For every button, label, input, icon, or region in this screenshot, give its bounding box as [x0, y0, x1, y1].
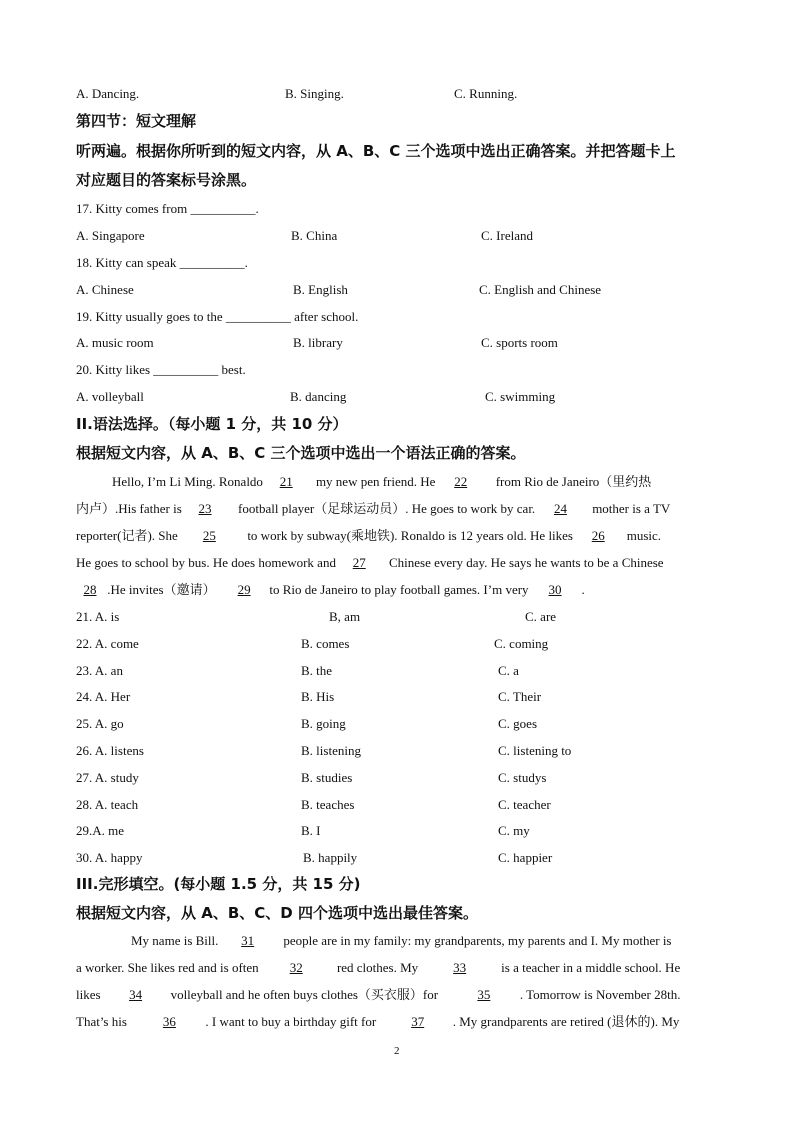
- section3-instruction: 根据短文内容，从 A、B、C、D 四个选项中选出最佳答案。: [76, 904, 478, 922]
- page-number: 2: [394, 1045, 400, 1057]
- blank-26: 26: [591, 528, 605, 543]
- q24-option-b: B. His: [301, 689, 335, 704]
- blank-33: 33: [453, 960, 467, 975]
- q17-option-b: B. China: [291, 228, 338, 243]
- q30-option-b: B. happily: [303, 850, 358, 865]
- cloze-passage-line-2: a worker. She likes red and is often 32 red clothes. My 33 is a teacher in a middle school. He: [76, 960, 681, 975]
- q16-option-b: B. Singing.: [285, 86, 344, 101]
- blank-31: 31: [241, 933, 255, 948]
- q20-option-b: B. dancing: [290, 389, 347, 404]
- q26-option-a: 26. A. listens: [76, 743, 144, 758]
- q30-option-c: C. happier: [498, 850, 553, 865]
- q22-option-b: B. comes: [301, 636, 350, 651]
- q21-option-b: B, am: [329, 609, 361, 624]
- q25-option-c: C. goes: [498, 716, 537, 731]
- q25-option-b: B. going: [301, 716, 346, 731]
- cloze-passage-line-3: likes 34 volleyball and he often buys clothes（买衣服）for 35 . Tomorrow is November 28th.: [76, 987, 681, 1002]
- q30-option-a: 30. A. happy: [76, 850, 143, 865]
- blank-34: 34: [129, 987, 143, 1002]
- q26-option-c: C. listening to: [498, 743, 572, 758]
- q21-option-a: 21. A. is: [76, 609, 120, 624]
- q18-option-a: A. Chinese: [76, 282, 134, 297]
- grammar-passage-line-2: 内卢）.His father is 23 football player（足球运动员）. He goes to work by car. 24 mother is a TV: [76, 501, 671, 516]
- q19-option-a: A. music room: [76, 335, 154, 350]
- question-17: 17. Kitty comes from __________.: [76, 201, 259, 216]
- blank-29: 29: [237, 582, 251, 597]
- q28-option-a: 28. A. teach: [76, 797, 139, 812]
- q27-option-a: 27. A. study: [76, 770, 139, 785]
- blank-23: 23: [198, 501, 212, 516]
- q26-option-b: B. listening: [301, 743, 361, 758]
- q16-option-c: C. Running.: [454, 86, 518, 101]
- q23-option-c: C. a: [498, 663, 519, 678]
- blank-22: 22: [454, 474, 468, 489]
- q18-option-c: C. English and Chinese: [479, 282, 602, 297]
- blank-21: 21: [279, 474, 293, 489]
- blank-30: 30: [548, 582, 562, 597]
- blank-25: 25: [202, 528, 216, 543]
- blank-36: 36: [162, 1014, 176, 1029]
- question-20: 20. Kitty likes __________ best.: [76, 362, 246, 377]
- cloze-passage-line-1: My name is Bill. 31 people are in my family: my grandparents, my parents and I. My mother is: [131, 933, 672, 948]
- q29-option-c: C. my: [498, 823, 530, 838]
- q27-option-c: C. studys: [498, 770, 547, 785]
- section2-title: II.语法选择。（每小题 1 分，共 10 分）: [76, 415, 348, 433]
- q28-option-b: B. teaches: [301, 797, 355, 812]
- section2-instruction: 根据短文内容，从 A、B、C 三个选项中选出一个语法正确的答案。: [76, 444, 526, 462]
- q21-option-c: C. are: [525, 609, 557, 624]
- q18-option-b: B. English: [293, 282, 348, 297]
- q28-option-c: C. teacher: [498, 797, 551, 812]
- section4-instruction-2: 对应题目的答案标号涂黑。: [76, 171, 257, 189]
- q17-option-a: A. Singapore: [76, 228, 145, 243]
- q20-option-c: C. swimming: [485, 389, 556, 404]
- q23-option-b: B. the: [301, 663, 333, 678]
- q29-option-a: 29.A. me: [76, 823, 125, 838]
- blank-27: 27: [352, 555, 366, 570]
- blank-28: 28: [83, 582, 97, 597]
- section4-title: 第四节：短文理解: [76, 112, 197, 130]
- blank-32: 32: [289, 960, 303, 975]
- blank-24: 24: [553, 501, 567, 516]
- grammar-passage-line-5: 28 .He invites（邀请） 29 to Rio de Janeiro to play football games. I’m very 30 .: [76, 582, 585, 598]
- q27-option-b: B. studies: [301, 770, 353, 785]
- question-19: 19. Kitty usually goes to the __________ after school.: [76, 309, 359, 324]
- q22-option-c: C. coming: [494, 636, 549, 651]
- cloze-passage-line-4: That’s his 36 . I want to buy a birthday gift for 37 . My grandparents are retired (退休的). My: [76, 1014, 680, 1029]
- q24-option-c: C. Their: [498, 689, 542, 704]
- section3-title: III.完形填空。(每小题 1.5 分，共 15 分): [76, 875, 361, 893]
- grammar-passage-line-1: Hello, I’m Li Ming. Ronaldo 21 my new pen friend. He 22 from Rio de Janeiro（里约热: [112, 474, 652, 489]
- q19-option-b: B. library: [293, 335, 343, 350]
- q22-option-a: 22. A. come: [76, 636, 139, 651]
- q29-option-b: B. I: [301, 823, 321, 838]
- q19-option-c: C. sports room: [481, 335, 558, 350]
- grammar-passage-line-4: He goes to school by bus. He does homework and 27 Chinese every day. He says he wants to be a Chinese: [76, 555, 664, 570]
- blank-35: 35: [477, 987, 491, 1002]
- section4-instruction-1: 听两遍。根据你所听到的短文内容，从 A、B、C 三个选项中选出正确答案。并把答题卡上: [76, 142, 676, 160]
- grammar-passage-line-3: reporter(记者). She 25 to work by subway(乘地铁). Ronaldo is 12 years old. He likes 26 music.: [76, 528, 662, 543]
- q24-option-a: 24. A. Her: [76, 689, 131, 704]
- blank-37: 37: [411, 1014, 425, 1029]
- q20-option-a: A. volleyball: [76, 389, 144, 404]
- q17-option-c: C. Ireland: [481, 228, 533, 243]
- q25-option-a: 25. A. go: [76, 716, 124, 731]
- q23-option-a: 23. A. an: [76, 663, 123, 678]
- q16-option-a: A. Dancing.: [76, 86, 140, 101]
- question-18: 18. Kitty can speak __________.: [76, 255, 248, 270]
